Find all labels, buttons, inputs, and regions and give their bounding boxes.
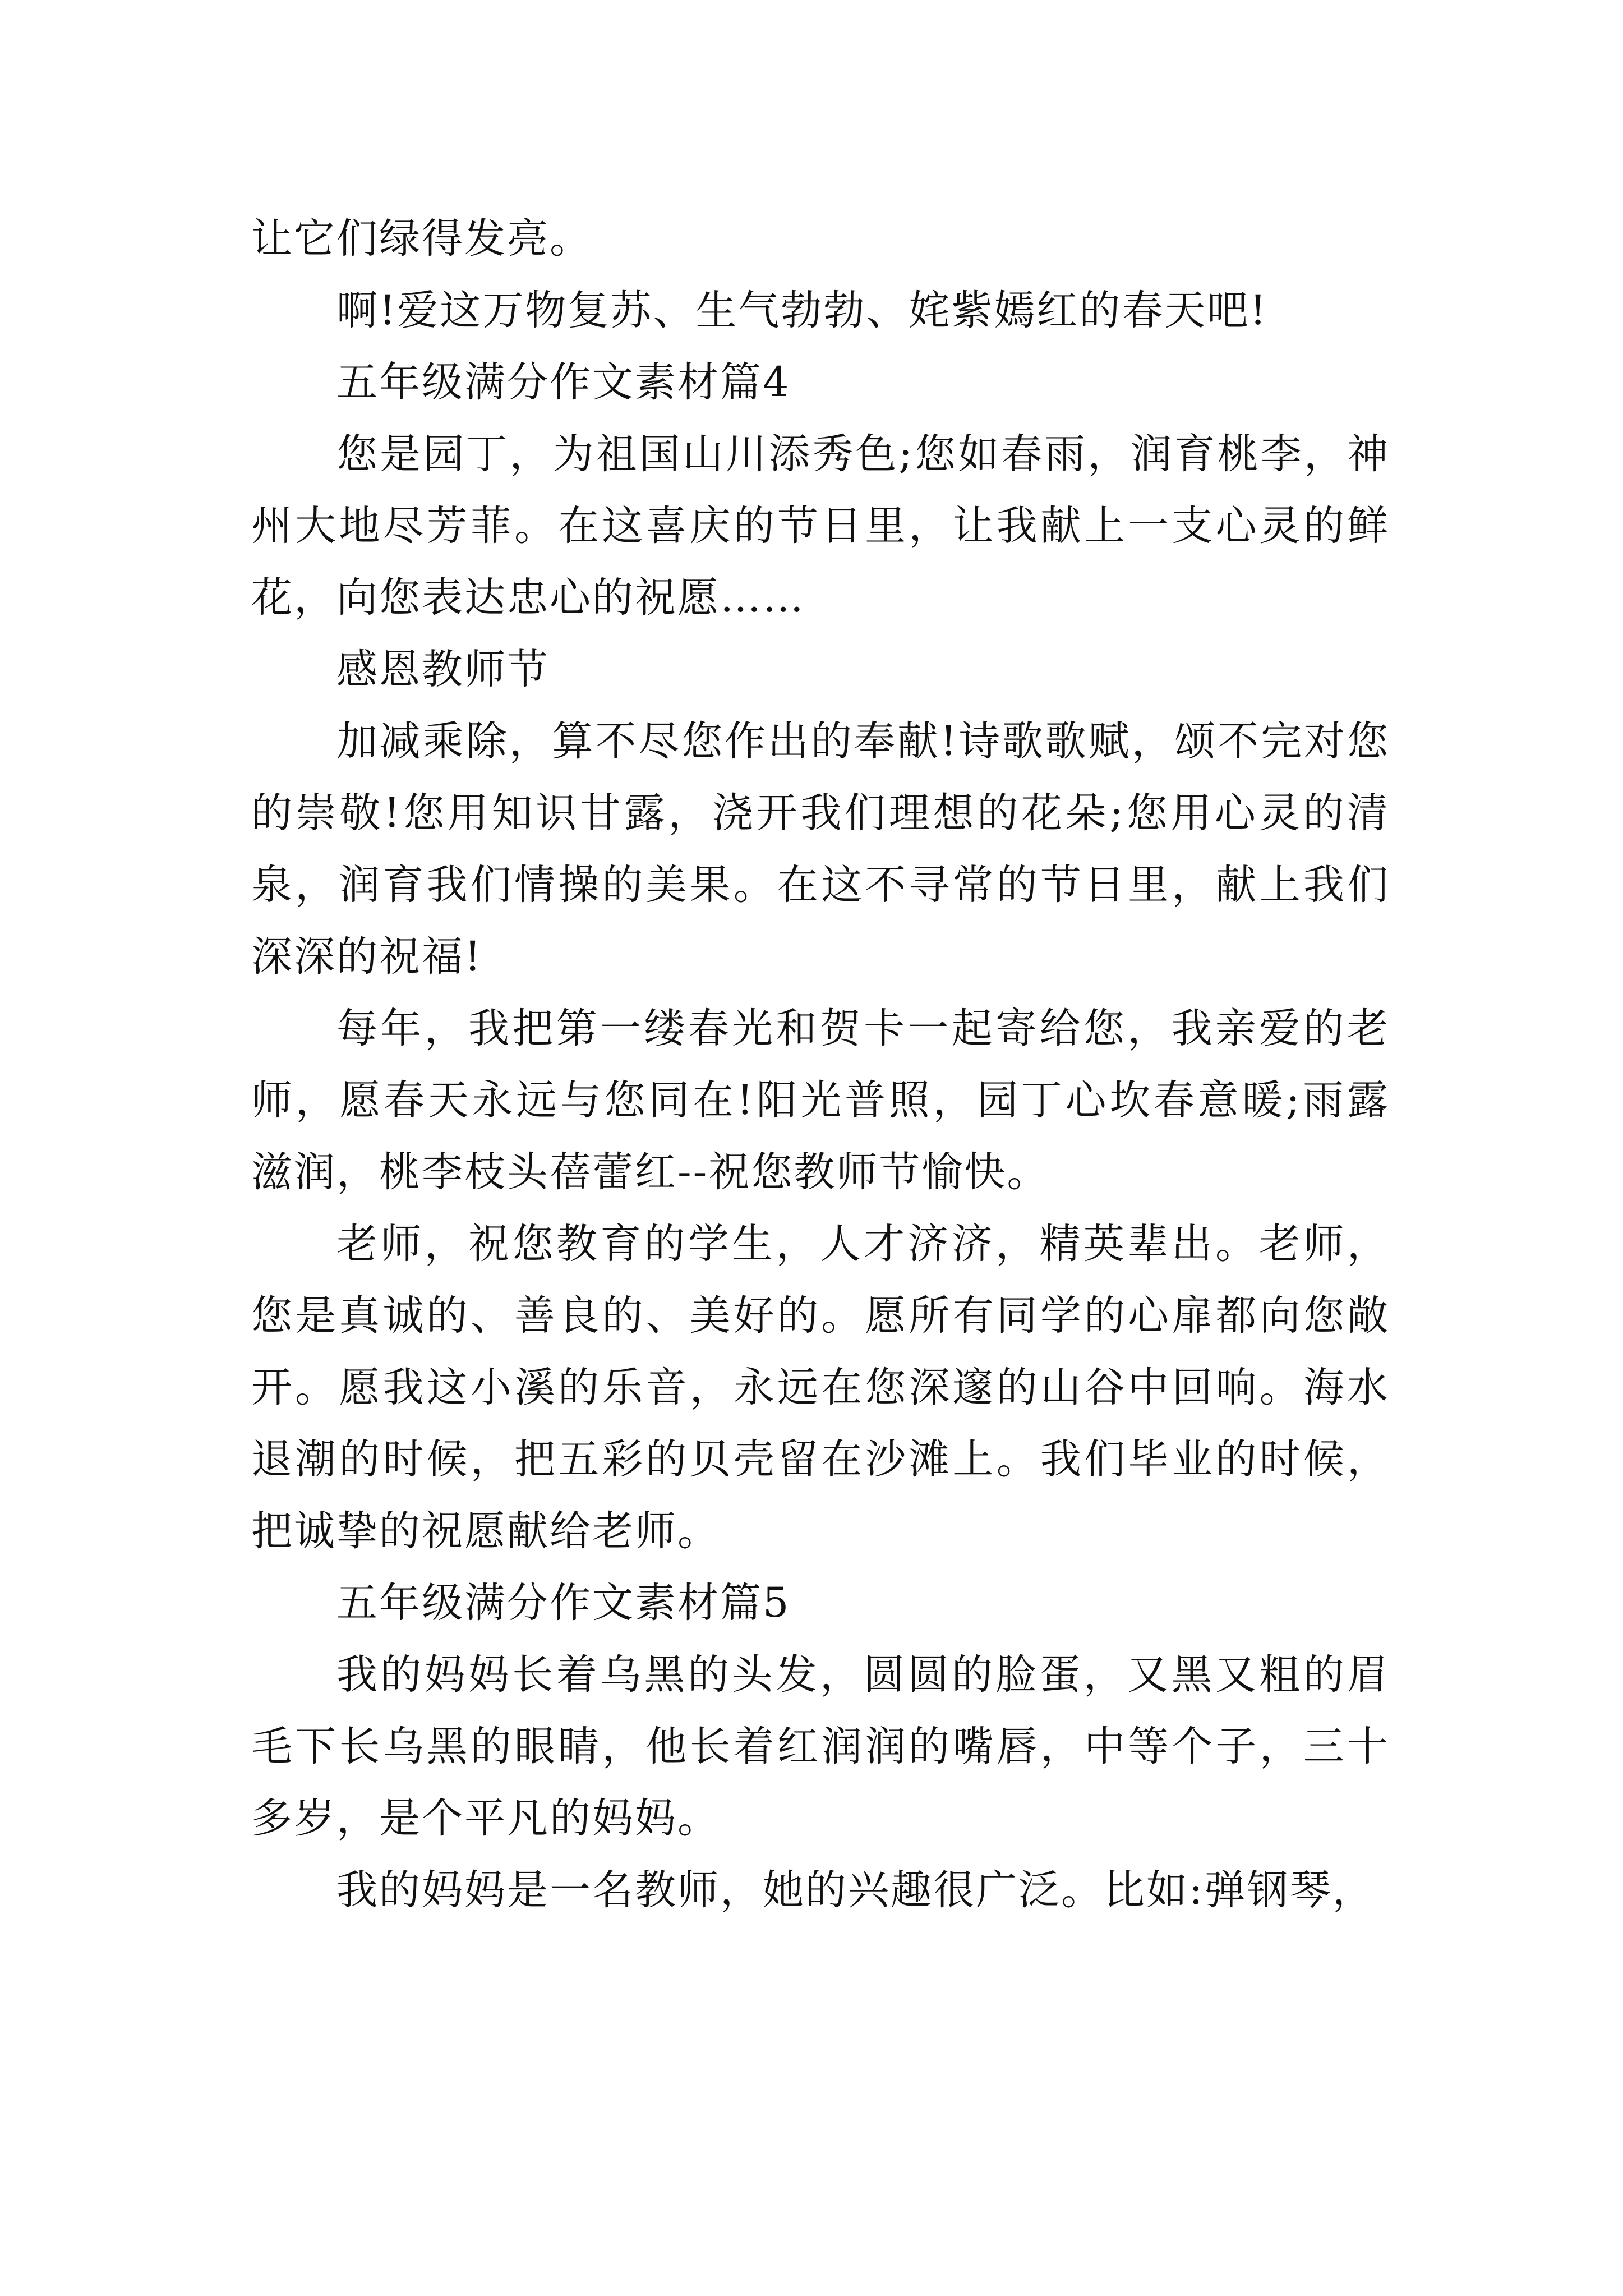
paragraph: 我的妈妈长着乌黑的头发，圆圆的脸蛋，又黑又粗的眉毛下长乌黑的眼睛，他长着红润润的嘴唇，中等个子，三十多岁，是个平凡的妈妈。 [251, 1651, 1390, 1842]
paragraph: 加减乘除，算不尽您作出的奉献!诗歌歌赋，颂不完对您的崇敬!您用知识甘露，浇开我们理想的花朵;您用心灵的清泉，润育我们情操的美果。在这不寻常的节日里，献上我们深深的祝福! [251, 717, 1390, 981]
section-heading: 五年级满分作文素材篇5 [336, 1579, 791, 1627]
paragraph: 您是园丁，为祖国山川添秀色;您如春雨，润育桃李，神州大地尽芳菲。在这喜庆的节日里，让我献上一支心灵的鲜花，向您表达忠心的祝愿…… [251, 430, 1390, 622]
section-heading: 五年级满分作文素材篇4 [336, 358, 791, 406]
subheading: 感恩教师节 [336, 646, 550, 693]
paragraph: 啊!爱这万物复苏、生气勃勃、姹紫嫣红的春天吧! [336, 287, 1268, 334]
paragraph: 老师，祝您教育的学生，人才济济，精英辈出。老师，您是真诚的、善良的、美好的。愿所有同学的心扉都向您敞开。愿我这小溪的乐音，永远在您深邃的山谷中回响。海水退潮的时候，把五彩的贝壳留在沙滩上。我们毕业的时候，把诚挚的祝愿献给老师。 [251, 1220, 1390, 1555]
paragraph: 让它们绿得发亮。 [251, 215, 592, 263]
document-body [251, 203, 1390, 1926]
paragraph: 每年，我把第一缕春光和贺卡一起寄给您，我亲爱的老师，愿春天永远与您同在!阳光普照，园丁心坎春意暖;雨露滋润，桃李枝头蓓蕾红--祝您教师节愉快。 [251, 1005, 1390, 1196]
paragraph: 我的妈妈是一名教师，她的兴趣很广泛。比如:弹钢琴， [336, 1866, 1375, 1914]
